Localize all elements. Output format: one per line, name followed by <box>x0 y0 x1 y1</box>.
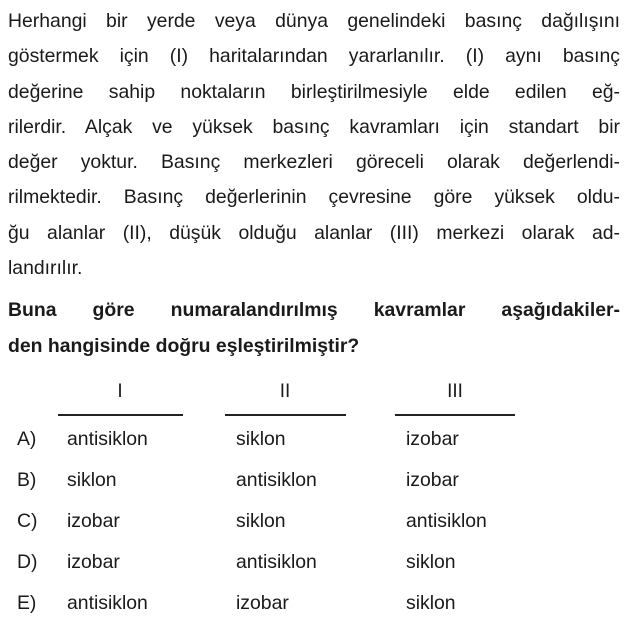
passage-line: göstermek için (I) haritalarından yararlanılır. (I) aynı basınç <box>8 45 620 68</box>
answer-option-e[interactable] <box>0 588 630 618</box>
passage-line: değerine sahip noktaların birleştirilmesiyle elde edilen eğ- <box>8 80 620 103</box>
option-letter: C) <box>17 510 38 532</box>
passage-line: Herhangi bir yerde veya dünya genelindeki basınç dağılışını <box>8 10 620 32</box>
passage-line: rilerdir. Alçak ve yüksek basınç kavramları için standart bir <box>8 115 620 138</box>
option-letter: E) <box>17 592 37 614</box>
option-cell-iii: izobar <box>406 469 459 491</box>
option-cell-i: izobar <box>67 510 120 532</box>
passage-line: rilmektedir. Basınç değerlerinin çevresine göre yüksek oldu- <box>8 186 620 209</box>
option-cell-iii: antisiklon <box>406 510 487 532</box>
option-cell-i: siklon <box>67 469 117 491</box>
option-cell-ii: izobar <box>236 592 289 614</box>
option-letter: A) <box>17 428 37 450</box>
question-stem <box>8 292 620 364</box>
option-cell-i: izobar <box>67 551 120 573</box>
question-line: den hangisinde doğru eşleştirilmiştir? <box>8 335 360 357</box>
column-header-ii: II <box>279 381 291 402</box>
column-header-iii: III <box>447 381 463 402</box>
passage-line: değer yoktur. Basınç merkezleri göreceli olarak değerlendi- <box>8 151 620 174</box>
option-cell-ii: siklon <box>236 428 286 450</box>
option-cell-i: antisiklon <box>67 428 148 450</box>
answer-option-c[interactable] <box>0 506 630 536</box>
answer-option-d[interactable] <box>0 547 630 577</box>
option-cell-iii: siklon <box>406 592 456 614</box>
question-passage <box>8 4 620 286</box>
column-header-i: I <box>117 381 123 402</box>
column-rule <box>225 414 346 416</box>
option-cell-iii: izobar <box>406 428 459 450</box>
option-cell-ii: antisiklon <box>236 469 317 491</box>
column-rule <box>395 414 515 416</box>
passage-line: landırılır. <box>8 257 83 280</box>
column-rule <box>58 414 183 416</box>
option-letter: B) <box>17 469 37 491</box>
option-cell-iii: siklon <box>406 551 456 573</box>
question-line: Buna göre numaralandırılmış kavramlar aşağıdakiler- <box>8 299 620 321</box>
option-cell-ii: siklon <box>236 510 286 532</box>
option-cell-i: antisiklon <box>67 592 148 614</box>
option-cell-ii: antisiklon <box>236 551 317 573</box>
answer-option-a[interactable] <box>0 424 630 454</box>
passage-line: ğu alanlar (II), düşük olduğu alanlar (III) merkezi olarak ad- <box>8 221 620 244</box>
answer-option-b[interactable] <box>0 465 630 495</box>
option-letter: D) <box>17 551 38 573</box>
